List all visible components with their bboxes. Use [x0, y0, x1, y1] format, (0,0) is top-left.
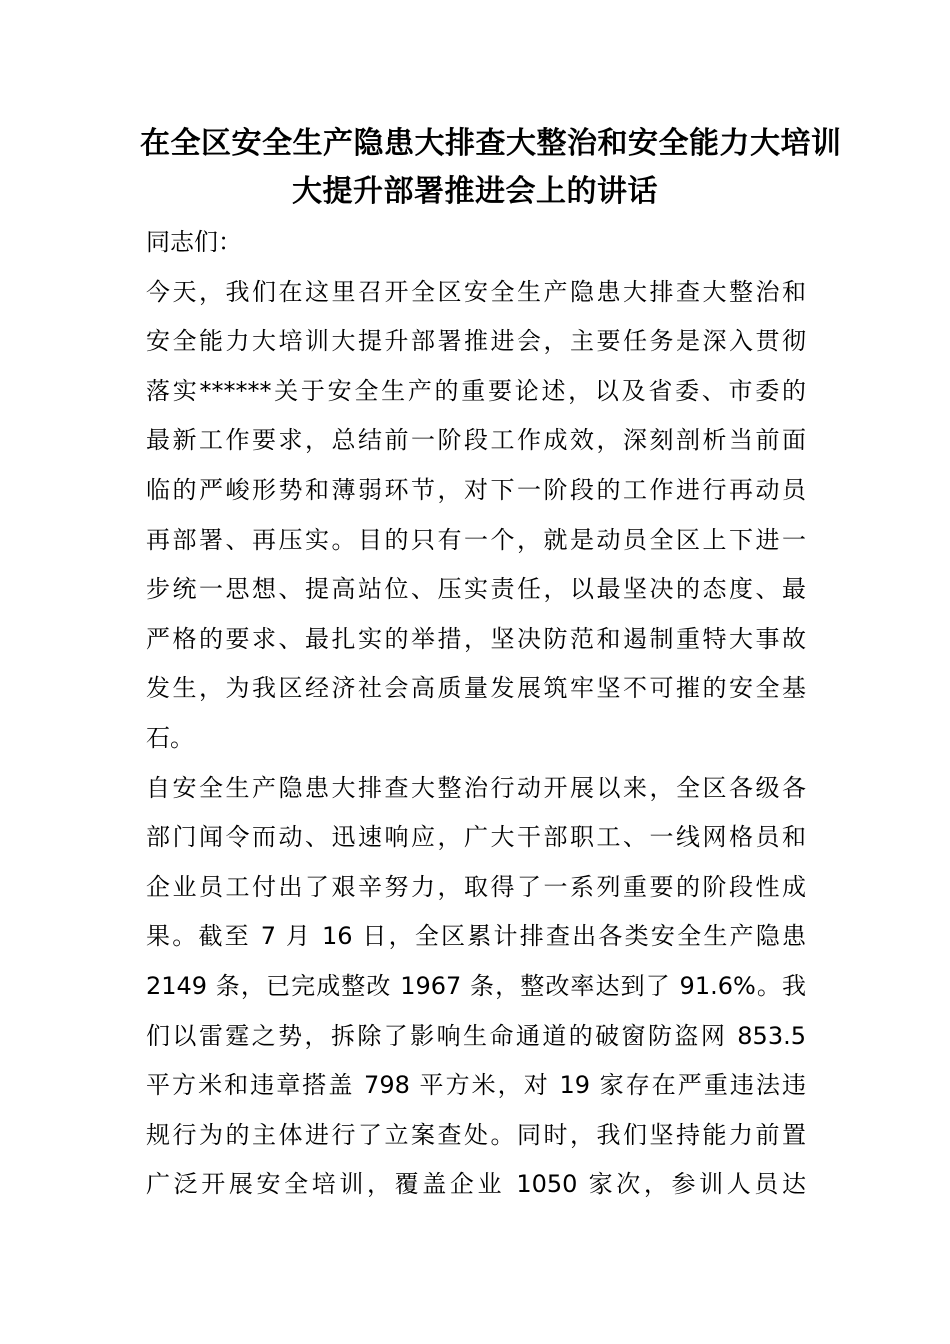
- body-line: 严格的要求、最扎实的举措，坚决防范和遏制重特大事故: [146, 624, 806, 653]
- body-line: 石。: [146, 724, 194, 752]
- body-line: 同志们：: [146, 228, 242, 256]
- body-line: 2149 条，已完成整改 1967 条，整改率达到了 91.6%。我: [146, 972, 806, 1000]
- body-line: 落实******关于安全生产的重要论述，以及省委、市委的: [146, 376, 806, 405]
- body-line: 临的严峻形势和薄弱环节，对下一阶段的工作进行再动员: [146, 476, 806, 504]
- body-line: 再部署、再压实。目的只有一个，就是动员全区上下进一: [146, 525, 806, 554]
- body-line: 今天，我们在这里召开全区安全生产隐患大排查大整治和: [146, 277, 806, 306]
- body-line: 发生，为我区经济社会高质量发展筑牢坚不可摧的安全基: [146, 674, 806, 703]
- body-line: 自安全生产隐患大排查大整治行动开展以来，全区各级各: [146, 773, 806, 802]
- document-title-line-2: 大提升部署推进会上的讲话: [292, 174, 658, 209]
- body-line: 果。截至 7 月 16 日，全区累计排查出各类安全生产隐患: [146, 922, 806, 951]
- document-title-line-1: 在全区安全生产隐患大排查大整治和安全能力大培训: [140, 126, 842, 161]
- body-line: 企业员工付出了艰辛努力，取得了一系列重要的阶段性成: [146, 872, 806, 901]
- body-line: 平方米和违章搭盖 798 平方米，对 19 家存在严重违法违: [146, 1071, 806, 1100]
- body-line: 最新工作要求，总结前一阶段工作成效，深刻剖析当前面: [146, 426, 806, 455]
- body-line: 步统一思想、提高站位、压实责任，以最坚决的态度、最: [146, 575, 806, 604]
- body-line: 们以雷霆之势，拆除了影响生命通道的破窗防盗网 853.5: [146, 1021, 806, 1050]
- body-line: 安全能力大培训大提升部署推进会，主要任务是深入贯彻: [146, 327, 806, 356]
- body-line: 规行为的主体进行了立案查处。同时，我们坚持能力前置: [146, 1120, 806, 1149]
- body-line: 部门闻令而动、迅速响应，广大干部职工、一线网格员和: [146, 823, 806, 852]
- body-line: 广泛开展安全培训，覆盖企业 1050 家次，参训人员达: [146, 1170, 806, 1199]
